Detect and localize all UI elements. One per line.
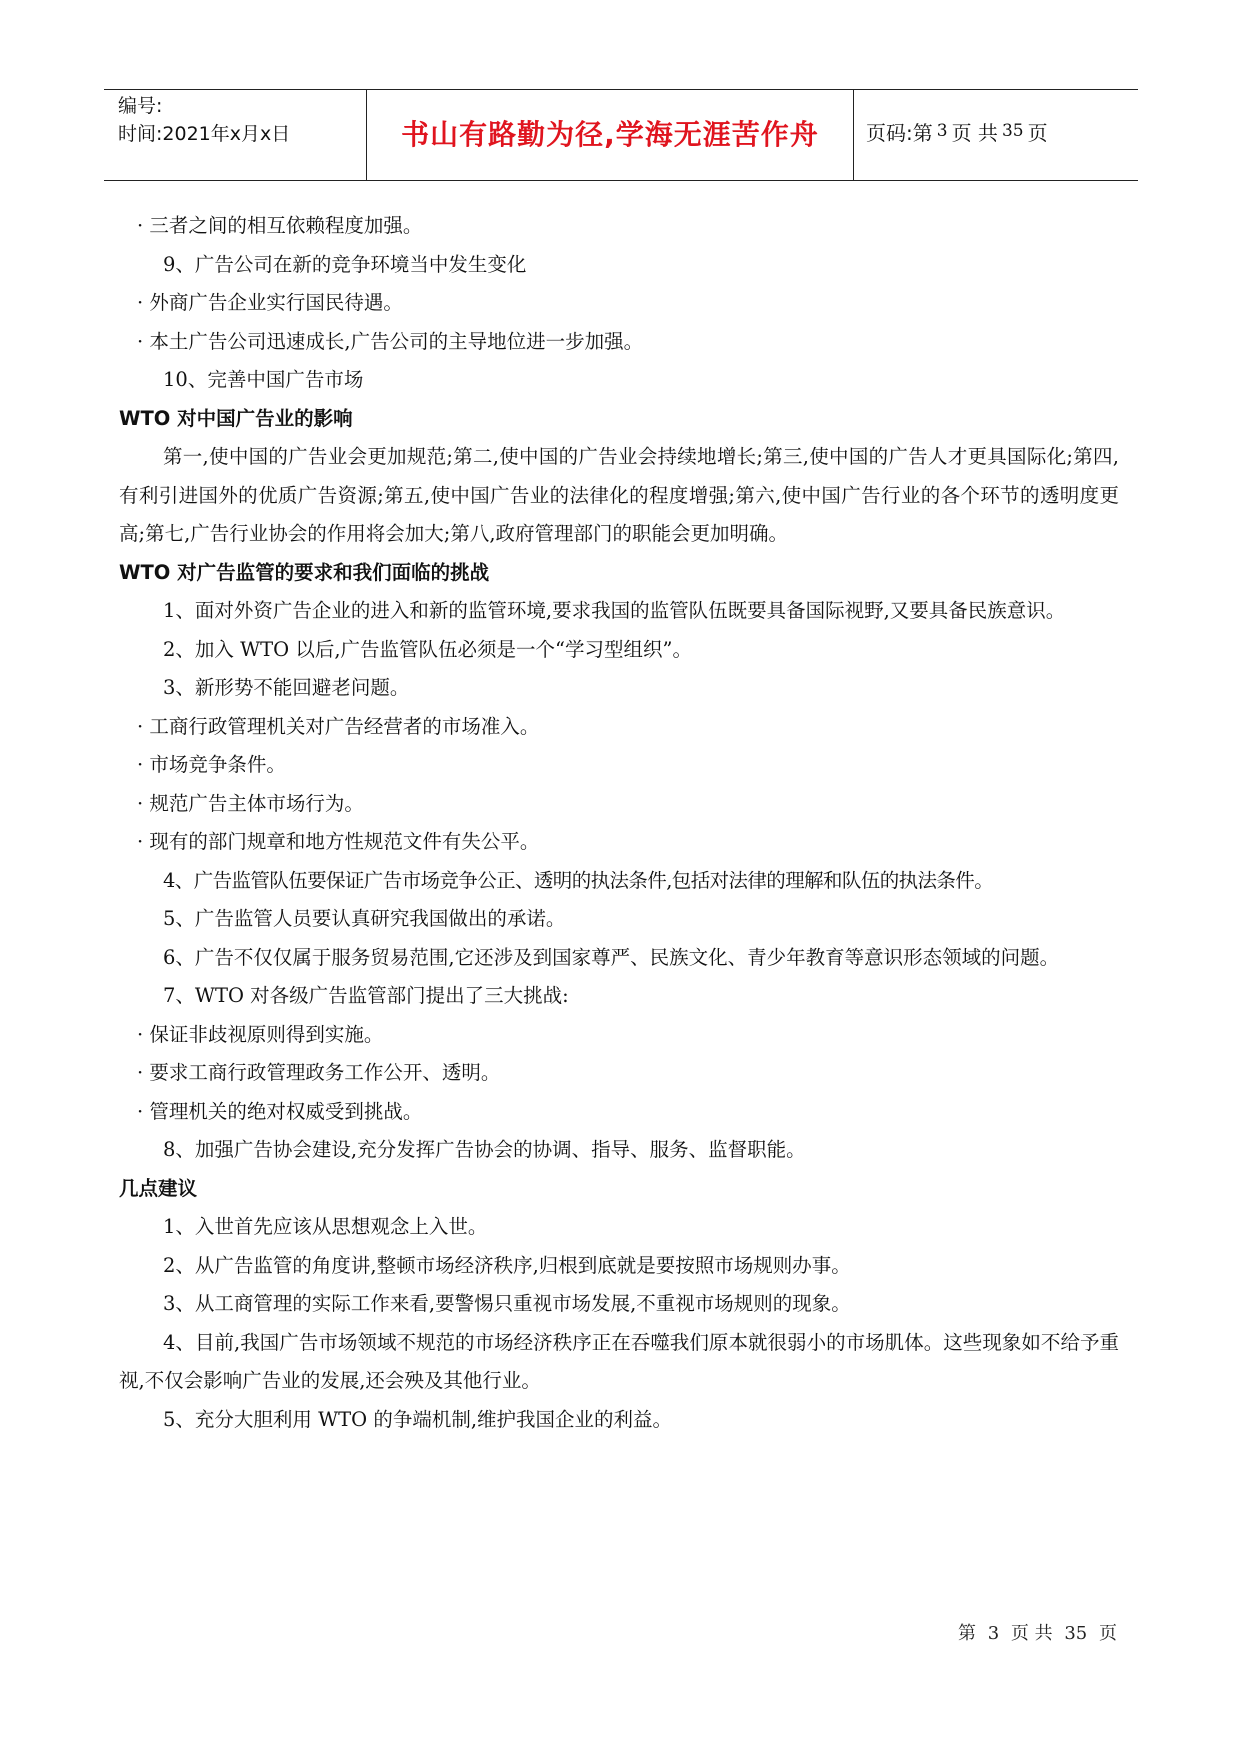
header-meta: [104, 90, 367, 180]
bullet-line: · 现有的部门规章和地方性规范文件有失公平。: [137, 830, 540, 853]
list-item: 10、完善中国广告市场: [163, 368, 364, 391]
section-heading: 几点建议: [119, 1176, 198, 1200]
bullet-line: · 三者之间的相互依赖程度加强。: [137, 214, 423, 237]
list-item: 5、广告监管人员要认真研究我国做出的承诺。: [163, 907, 566, 930]
page-middle: 页 共: [951, 120, 998, 145]
bullet-line: · 本土广告公司迅速成长,广告公司的主导地位进一步加强。: [137, 329, 644, 353]
bullet-line: · 外商广告企业实行国民待遇。: [137, 291, 403, 314]
motto: 书山有路勤为径,学海无涯苦作舟: [401, 118, 819, 151]
document-number-label: 编号:: [118, 95, 163, 117]
paragraph: 第一,使中国的广告业会更加规范;第二,使中国的广告业会持续地增长;第三,使中国的广告人才更具国际化;第四,有利引进国外的优质广告资源;第五,使中国广告业的法律化的程度增强;第六,使中国广告行业的各个环节的透明度更高;第七,广告行业协会的作用将会加大;第八,政府管理部门的职能会更加明确。: [119, 445, 1119, 545]
paragraph: 4、目前,我国广告市场领域不规范的市场经济秩序正在吞噬我们原本就很弱小的市场肌体。这些现象如不给予重视,不仅会影响广告业的发展,还会殃及其他行业。: [119, 1330, 1119, 1392]
page-prefix: 页码:第: [866, 120, 933, 145]
list-item: 2、加入 WTO 以后,广告监管队伍必须是一个“学习型组织”。: [163, 637, 692, 661]
header-page-info: [854, 86, 1138, 176]
list-item: 3、从工商管理的实际工作来看,要警惕只重视市场发展,不重视市场规则的现象。: [163, 1292, 851, 1315]
list-item: 9、广告公司在新的竞争环境当中发生变化: [163, 252, 527, 276]
list-item: 5、充分大胆利用 WTO 的争端机制,维护我国企业的利益。: [163, 1407, 673, 1431]
document-body: [119, 207, 1119, 1439]
page-current: 3: [936, 121, 948, 141]
header-table: [104, 89, 1138, 181]
footer-middle: 页 共: [1010, 1623, 1053, 1644]
page-footer: [958, 1619, 1117, 1645]
page-total: 35: [1001, 121, 1024, 141]
section-heading: WTO 对中国广告业的影响: [119, 406, 353, 430]
bullet-line: · 保证非歧视原则得到实施。: [137, 1022, 384, 1046]
footer-suffix: 页: [1099, 1623, 1117, 1644]
list-item: 8、加强广告协会建设,充分发挥广告协会的协调、指导、服务、监督职能。: [163, 1138, 806, 1161]
footer-page-current: 3: [987, 1623, 1000, 1644]
paragraph: 6、广告不仅仅属于服务贸易范围,它还涉及到国家尊严、民族文化、青少年教育等意识形态领域的问题。: [163, 945, 1060, 969]
paragraph: 1、面对外资广告企业的进入和新的监管环境,要求我国的监管队伍既要具备国际视野,又要具备民族意识。: [163, 599, 1066, 622]
list-item: 1、入世首先应该从思想观念上入世。: [163, 1215, 488, 1238]
header-motto-cell: [367, 90, 854, 180]
bullet-line: · 管理机关的绝对权威受到挑战。: [137, 1099, 423, 1123]
list-item: 4、广告监管队伍要保证广告市场竞争公正、透明的执法条件,包括对法律的理解和队伍的执法条件。: [163, 868, 994, 892]
footer-prefix: 第: [957, 1623, 976, 1644]
bullet-line: · 市场竞争条件。: [137, 753, 286, 776]
section-heading: WTO 对广告监管的要求和我们面临的挑战: [119, 560, 490, 584]
list-item: 2、从广告监管的角度讲,整顿市场经济秩序,归根到底就是要按照市场规则办事。: [163, 1253, 851, 1277]
bullet-line: · 要求工商行政管理政务工作公开、透明。: [137, 1061, 501, 1084]
list-item: 7、WTO 对各级广告监管部门提出了三大挑战:: [163, 984, 569, 1007]
document-time: 时间:2021年x月x日: [118, 123, 291, 145]
bullet-line: · 规范广告主体市场行为。: [137, 791, 364, 815]
page-suffix: 页: [1027, 120, 1048, 145]
footer-page-total: 35: [1064, 1623, 1088, 1644]
list-item: 3、新形势不能回避老问题。: [163, 676, 410, 699]
bullet-line: · 工商行政管理机关对广告经营者的市场准入。: [137, 714, 540, 738]
